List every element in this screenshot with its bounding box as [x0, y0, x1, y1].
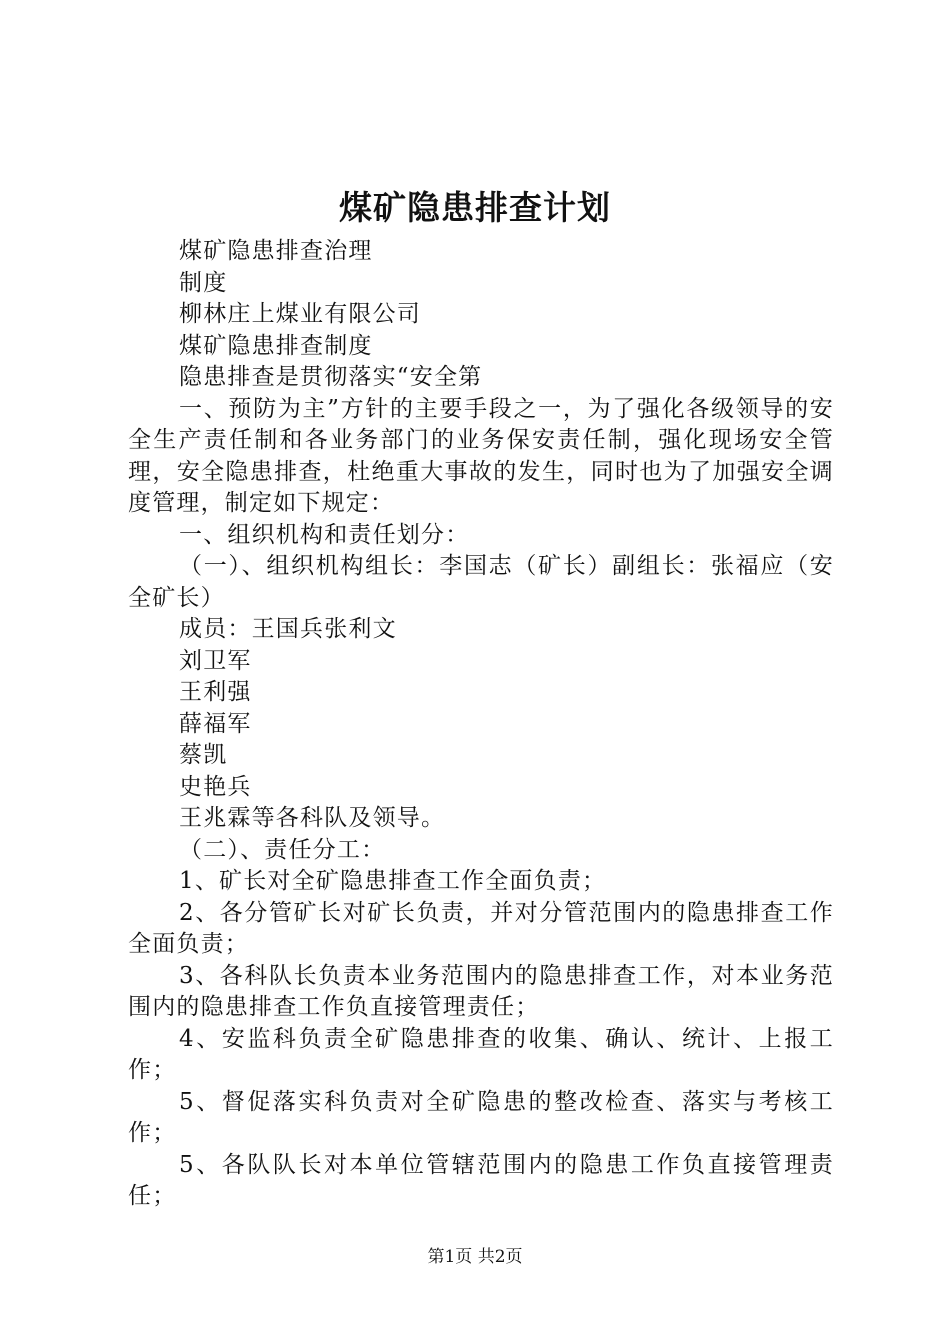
list-item: 4、安监科负责全矿隐患排查的收集、确认、统计、上报工作； — [128, 1025, 834, 1083]
paragraph: 柳林庄上煤业有限公司 — [179, 301, 421, 327]
paragraph: 蔡凯 — [179, 742, 228, 768]
paragraph: 煤矿隐患排查治理 — [179, 238, 373, 264]
paragraph: 一、预防为主”方针的主要手段之一，为了强化各级领导的安全生产责任制和各业务部门的业务保安责任制，强化现场安全管理，安全隐患排查，杜绝重大事故的发生，同时也为了加强安全调度管理，制定如下规定： — [128, 395, 834, 516]
list-item: 1、矿长对全矿隐患排查工作全面负责； — [179, 868, 607, 894]
paragraph: 王利强 — [179, 679, 252, 705]
page-number: 第1页 共2页 — [427, 1247, 523, 1267]
list-item: 2、各分管矿长对矿长负责，并对分管范围内的隐患排查工作全面负责； — [128, 899, 834, 957]
list-item: 5、各队队长对本单位管辖范围内的隐患工作负直接管理责任； — [128, 1151, 834, 1209]
paragraph: 煤矿隐患排查制度 — [179, 332, 373, 359]
list-item: 3、各科队长负责本业务范围内的隐患排查工作，对本业务范围内的隐患排查工作负直接管理责任； — [128, 962, 834, 1020]
paragraph: 制度 — [179, 269, 228, 296]
section-heading: （二）、责任分工： — [179, 836, 386, 863]
list-item: 5、督促落实科负责对全矿隐患的整改检查、落实与考核工作； — [128, 1088, 834, 1146]
paragraph: 刘卫军 — [179, 647, 252, 674]
paragraph: 王兆霖等各科队及领导。 — [179, 805, 446, 831]
paragraph: （一）、组织机构组长：李国志（矿长）副组长：张福应（安全矿长） — [128, 553, 834, 611]
paragraph: 成员：王国兵张利文 — [179, 616, 397, 642]
section-heading: 一、组织机构和责任划分： — [179, 521, 470, 548]
paragraph: 史艳兵 — [179, 773, 252, 800]
paragraph: 隐患排查是贯彻落实“安全第 — [179, 364, 483, 390]
document-title: 煤矿隐患排查计划 — [339, 188, 611, 227]
document-body — [128, 236, 834, 1213]
paragraph: 薛福军 — [179, 710, 252, 737]
